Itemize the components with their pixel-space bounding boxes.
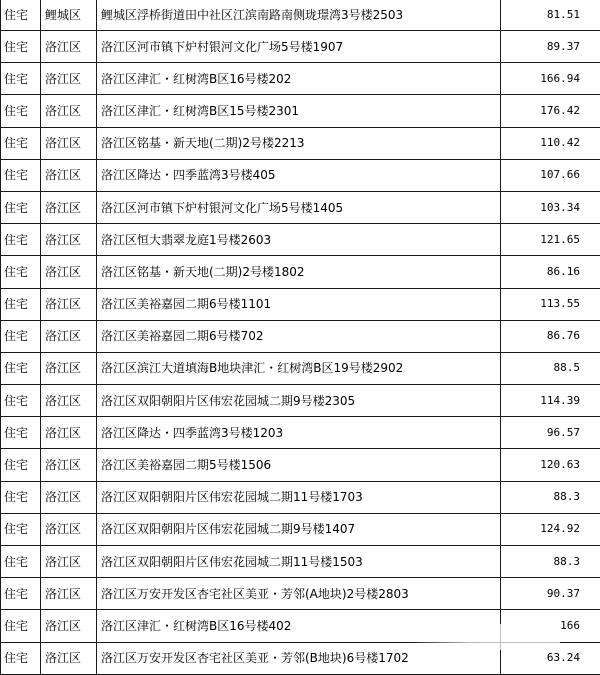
table-row [1, 288, 600, 320]
area-cell: 107.66 [501, 159, 600, 191]
address-cell: 洛江区津汇・红树湾B区16号楼202 [97, 63, 501, 95]
property-type-cell: 住宅 [1, 95, 41, 127]
address-cell: 洛江区美裕嘉园二期5号楼1506 [97, 449, 501, 481]
table-row [1, 256, 600, 288]
area-cell: 113.55 [501, 288, 600, 320]
district-cell: 洛江区 [41, 385, 97, 417]
property-type-cell: 住宅 [1, 385, 41, 417]
area-cell: 124.92 [501, 513, 600, 545]
area-cell: 176.42 [501, 95, 600, 127]
address-cell: 洛江区恒大翡翠龙庭1号楼2603 [97, 224, 501, 256]
property-type-cell: 住宅 [1, 481, 41, 513]
table-row [1, 513, 600, 545]
table-row [1, 159, 600, 191]
property-type-cell: 住宅 [1, 31, 41, 63]
table-row [1, 546, 600, 578]
property-type-cell: 住宅 [1, 642, 41, 674]
table-row [1, 578, 600, 610]
address-cell: 洛江区双阳朝阳片区伟宏花园城二期11号楼1703 [97, 481, 501, 513]
area-cell: 88.3 [501, 546, 600, 578]
table-row [1, 385, 600, 417]
district-cell: 洛江区 [41, 191, 97, 223]
district-cell: 洛江区 [41, 95, 97, 127]
area-cell: 166.94 [501, 63, 600, 95]
district-cell: 洛江区 [41, 63, 97, 95]
address-cell: 洛江区万安开发区杏宅社区美亚・芳邻(A地块)2号楼2803 [97, 578, 501, 610]
property-type-cell: 住宅 [1, 159, 41, 191]
area-cell: 88.3 [501, 481, 600, 513]
property-type-cell: 住宅 [1, 320, 41, 352]
table-row [1, 417, 600, 449]
table-row [1, 0, 600, 31]
table-row [1, 127, 600, 159]
property-type-cell: 住宅 [1, 417, 41, 449]
property-type-cell: 住宅 [1, 191, 41, 223]
property-type-cell: 住宅 [1, 224, 41, 256]
table-row [1, 95, 600, 127]
address-cell: 洛江区津汇・红树湾B区16号楼402 [97, 610, 501, 642]
area-cell: 86.76 [501, 320, 600, 352]
property-type-cell: 住宅 [1, 288, 41, 320]
district-cell: 洛江区 [41, 159, 97, 191]
district-cell: 洛江区 [41, 352, 97, 384]
records-body [1, 0, 600, 674]
address-cell: 鲤城区浮桥街道田中社区江滨南路南侧珑璟湾3号楼2503 [97, 0, 501, 31]
district-cell: 洛江区 [41, 513, 97, 545]
table-row [1, 191, 600, 223]
address-cell: 洛江区津汇・红树湾B区15号楼2301 [97, 95, 501, 127]
address-cell: 洛江区滨江大道填海B地块津汇・红树湾B区19号楼2902 [97, 352, 501, 384]
area-cell: 166 [501, 610, 600, 642]
area-cell: 120.63 [501, 449, 600, 481]
table-row [1, 481, 600, 513]
district-cell: 洛江区 [41, 320, 97, 352]
table-row [1, 31, 600, 63]
area-cell: 114.39 [501, 385, 600, 417]
district-cell: 洛江区 [41, 224, 97, 256]
area-cell: 121.65 [501, 224, 600, 256]
address-cell: 洛江区铭基・新天地(二期)2号楼1802 [97, 256, 501, 288]
property-type-cell: 住宅 [1, 127, 41, 159]
district-cell: 洛江区 [41, 610, 97, 642]
address-cell: 洛江区双阳朝阳片区伟宏花园城二期9号楼2305 [97, 385, 501, 417]
area-cell: 81.51 [501, 0, 600, 31]
district-cell: 洛江区 [41, 31, 97, 63]
property-type-cell: 住宅 [1, 352, 41, 384]
property-type-cell: 住宅 [1, 610, 41, 642]
area-cell: 89.37 [501, 31, 600, 63]
district-cell: 洛江区 [41, 642, 97, 674]
area-cell: 110.42 [501, 127, 600, 159]
address-cell: 洛江区双阳朝阳片区伟宏花园城二期9号楼1407 [97, 513, 501, 545]
address-cell: 洛江区降达・四季蓝湾3号楼405 [97, 159, 501, 191]
district-cell: 洛江区 [41, 417, 97, 449]
table-row [1, 224, 600, 256]
address-cell: 洛江区美裕嘉园二期6号楼702 [97, 320, 501, 352]
district-cell: 洛江区 [41, 546, 97, 578]
address-cell: 洛江区河市镇下炉村银河文化广场5号楼1907 [97, 31, 501, 63]
address-cell: 洛江区河市镇下炉村银河文化广场5号楼1405 [97, 191, 501, 223]
address-cell: 洛江区铭基・新天地(二期)2号楼2213 [97, 127, 501, 159]
area-cell: 86.16 [501, 256, 600, 288]
district-cell: 洛江区 [41, 256, 97, 288]
district-cell: 洛江区 [41, 288, 97, 320]
district-cell: 洛江区 [41, 578, 97, 610]
table-row [1, 610, 600, 642]
property-type-cell: 住宅 [1, 449, 41, 481]
table-row [1, 320, 600, 352]
table-row [1, 352, 600, 384]
table-row [1, 449, 600, 481]
district-cell: 洛江区 [41, 449, 97, 481]
area-cell: 96.57 [501, 417, 600, 449]
property-type-cell: 住宅 [1, 513, 41, 545]
area-cell: 103.34 [501, 191, 600, 223]
area-cell: 63.24 [501, 642, 600, 674]
property-type-cell: 住宅 [1, 63, 41, 95]
table-row [1, 63, 600, 95]
district-cell: 洛江区 [41, 127, 97, 159]
address-cell: 洛江区万安开发区杏宅社区美亚・芳邻(B地块)6号楼1702 [97, 642, 501, 674]
property-type-cell: 住宅 [1, 578, 41, 610]
area-cell: 88.5 [501, 352, 600, 384]
district-cell: 洛江区 [41, 481, 97, 513]
address-cell: 洛江区美裕嘉园二期6号楼1101 [97, 288, 501, 320]
table-row [1, 642, 600, 674]
address-cell: 洛江区降达・四季蓝湾3号楼1203 [97, 417, 501, 449]
property-type-cell: 住宅 [1, 0, 41, 31]
district-cell: 鲤城区 [41, 0, 97, 31]
area-cell: 90.37 [501, 578, 600, 610]
address-cell: 洛江区双阳朝阳片区伟宏花园城二期11号楼1503 [97, 546, 501, 578]
property-type-cell: 住宅 [1, 546, 41, 578]
property-type-cell: 住宅 [1, 256, 41, 288]
